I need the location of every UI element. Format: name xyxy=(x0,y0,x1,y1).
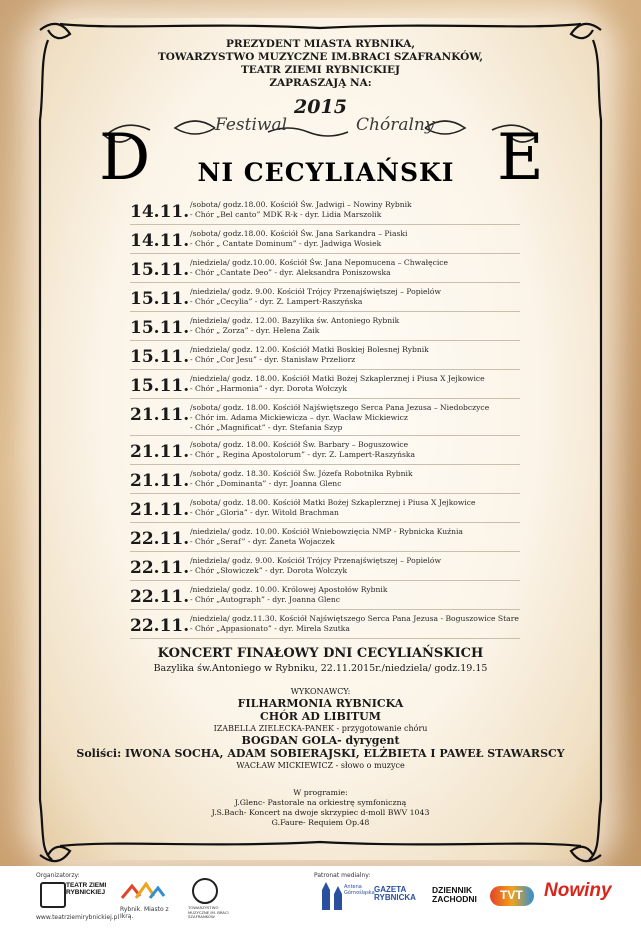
concert-date: 15.11. xyxy=(130,347,190,367)
performer-choir: CHÓR AD LIBITUM xyxy=(260,710,381,723)
concert-detail-line: - Chór im. Adama Mickiewicza – dyr. Wacław Mickiewicz xyxy=(190,413,408,422)
concert-row xyxy=(130,552,520,581)
program-item-1: J.Glenc- Pastorale na orkiestrę symfoniczną xyxy=(234,798,407,807)
title-initial-d: D xyxy=(99,121,151,195)
concert-details xyxy=(190,401,489,433)
concert-date: 15.11. xyxy=(130,289,190,309)
concert-row xyxy=(130,465,520,494)
concert-detail-line: - Chór „Gloria” - dyr. Witold Brachman xyxy=(190,508,339,517)
concert-detail-line: - Chór „Cantate Deo” - dyr. Aleksandra Poniszowska xyxy=(190,268,391,277)
concert-detail-line: - Chór „Dominanta” - dyr. Joanna Glenc xyxy=(190,479,342,488)
program-label: W programie: xyxy=(293,788,348,797)
concert-list xyxy=(130,196,520,639)
concert-detail-line: - Chór „Magnificat” - dyr. Stefania Szyp xyxy=(190,423,343,432)
concert-details xyxy=(190,554,441,576)
theatre-mask-icon xyxy=(40,882,66,908)
towarzystwo-logo-text: TOWARZYSTWO MUZYCZNE IM. BRACI SZAFRANKÓW xyxy=(188,905,229,919)
concert-detail-line: /sobota/ godz. 18.00. Kościół Matki Bożej Szkaplerznej i Piusa X Jejkowice xyxy=(190,498,476,507)
concert-date: 22.11. xyxy=(130,529,190,549)
concert-detail-line: /niedziela/ godz. 12.00. Kościół Matki Boskiej Bolesnej Rybnik xyxy=(190,345,429,354)
tvt-logo-text: TVT xyxy=(500,888,523,902)
concert-row xyxy=(130,341,520,370)
concert-row xyxy=(130,523,520,552)
concert-detail-line: - Chór „ Regina Apostolorum” - dyr. Z. Lampert-Raszyńska xyxy=(190,450,416,459)
concert-detail-line: /niedziela/ godz. 10.00. Królowej Apostołów Rybnik xyxy=(190,585,388,594)
concert-date: 22.11. xyxy=(130,558,190,578)
concert-row xyxy=(130,610,520,639)
dziennik-zachodni-logo: DZIENNIK ZACHODNI xyxy=(432,885,477,904)
concert-row xyxy=(130,283,520,312)
concert-row xyxy=(130,436,520,465)
concert-detail-line: /niedziela/ godz.10.00. Kościół Św. Jana Nepomucena – Chwałęcice xyxy=(190,258,449,267)
concert-date: 22.11. xyxy=(130,587,190,607)
title-middle: NI CECYLIAŃSKI xyxy=(197,158,455,187)
concert-details xyxy=(190,612,519,634)
concert-row xyxy=(130,581,520,610)
nowiny-logo: Nowiny xyxy=(544,880,612,901)
concert-details xyxy=(190,525,463,547)
concert-row xyxy=(130,196,520,225)
concert-row xyxy=(130,370,520,399)
program-item-3: G.Faure- Requiem Op.48 xyxy=(271,818,370,827)
concert-details xyxy=(190,343,429,365)
concert-date: 15.11. xyxy=(130,376,190,396)
finale-title: KONCERT FINAŁOWY DNI CECYLIAŃSKICH xyxy=(157,646,484,661)
header-line-1: PREZYDENT MIASTA RYBNIKA, xyxy=(225,38,416,50)
concert-detail-line: /niedziela/ godz. 9.00. Kościół Trójcy Przenajświętszej – Popielów xyxy=(190,287,441,296)
concert-date: 14.11. xyxy=(130,202,190,222)
antenna-logo xyxy=(318,880,375,922)
concert-details xyxy=(190,314,399,336)
rybnik-wave-icon xyxy=(120,880,166,902)
performer-conductor: BOGDAN GOLA- dyrygent xyxy=(241,734,400,747)
concert-details xyxy=(190,227,407,249)
performer-orchestra: FILHARMONIA RYBNICKA xyxy=(237,697,404,710)
concert-date: 14.11. xyxy=(130,231,190,251)
concert-detail-line: /sobota/ godz. 18.00. Kościół Św. Barbary – Boguszowice xyxy=(190,440,409,449)
concert-details xyxy=(190,467,413,489)
concert-detail-line: /niedziela/ godz. 10.00. Kościół Wniebowzięcia NMP - Rybnicka Kuźnia xyxy=(190,527,463,536)
concert-detail-line: - Chór „Seraf” - dyr. Żaneta Wojaczek xyxy=(190,537,335,546)
festival-word: Festiwal xyxy=(215,115,288,135)
concert-detail-line: - Chór „Słowiczek” - dyr. Dorota Wołczyk xyxy=(190,566,348,575)
concert-date: 21.11. xyxy=(130,500,190,520)
concert-detail-line: /niedziela/ godz. 18.00. Kościół Matki Bożej Szkaplerznej i Piusa X Jejkowice xyxy=(190,374,485,383)
organizers-label: Organizatorzy: xyxy=(36,872,80,879)
concert-date: 21.11. xyxy=(130,471,190,491)
concert-details xyxy=(190,198,412,220)
concert-date: 21.11. xyxy=(130,442,190,462)
concert-detail-line: /sobota/ godz. 18.00. Kościół Najświętszego Serca Pana Jezusa – Niedobczyce xyxy=(190,403,490,412)
concert-detail-line: /sobota/ godz. 18.30. Kościół Św. Józefa Robotnika Rybnik xyxy=(190,469,413,478)
concert-detail-line: /niedziela/ godz.11.30. Kościół Najświętszego Serca Pana Jezusa - Boguszowice Stare xyxy=(190,614,519,623)
concert-date: 15.11. xyxy=(130,260,190,280)
performer-narrator: WACŁAW MICKIEWICZ - słowo o muzyce xyxy=(236,761,405,770)
finale-subtitle: Bazylika św.Antoniego w Rybniku, 22.11.2015r./niedziela/ godz.19.15 xyxy=(153,663,488,674)
festival-year: 2015 xyxy=(294,96,347,118)
teatr-logo xyxy=(40,880,110,910)
antenna-logo-text: Antena Górnośląska xyxy=(344,884,375,896)
concert-details xyxy=(190,583,387,605)
choral-word: Chóralny xyxy=(356,115,435,135)
concert-detail-line: - Chór „ Cantate Dominum” - dyr. Jadwiga Wosiek xyxy=(190,239,382,248)
concert-date: 15.11. xyxy=(130,318,190,338)
rybnik-logo-text: Rybnik. Miasto z Ikrą. xyxy=(120,906,169,920)
rybnik-logo xyxy=(120,880,180,920)
concert-row xyxy=(130,225,520,254)
performers-label: WYKONAWCY: xyxy=(290,687,351,696)
concert-date: 22.11. xyxy=(130,616,190,636)
concert-detail-line: - Chór „Cecylia” - dyr. Z. Lampert-Raszyńska xyxy=(190,297,363,306)
concert-details xyxy=(190,438,415,460)
concert-detail-line: /niedziela/ godz. 12.00. Bazylika św. Antoniego Rybnik xyxy=(190,316,400,325)
header-line-4: ZAPRASZAJĄ NA: xyxy=(269,77,372,89)
performer-soloists: Soliści: IWONA SOCHA, ADAM SOBIERAJSKI, ELŻBIETA I PAWEŁ STAWARSCY xyxy=(76,747,565,760)
towarzystwo-emblem-icon xyxy=(192,878,218,904)
header-line-2: TOWARZYSTWO MUZYCZNE IM.BRACI SZAFRANKÓW, xyxy=(157,51,484,63)
performers-block xyxy=(0,686,641,771)
concert-detail-line: - Chór „Autograph” - dyr. Joanna Glenc xyxy=(190,595,341,604)
towarzystwo-logo xyxy=(188,878,238,920)
concert-details xyxy=(190,496,476,518)
concert-detail-line: - Chór „Harmonia” - dyr. Dorota Wołczyk xyxy=(190,384,348,393)
teatr-url: www.teatrziemirybnickiej.pl xyxy=(36,914,120,921)
concert-detail-line: - Chór „Bel canto” MDK R-k - dyr. Lidia Marszolik xyxy=(190,210,382,219)
concert-detail-line: - Chór „Cor Jesu” - dyr. Stanisław Przeliorz xyxy=(190,355,356,364)
concert-detail-line: /niedziela/ godz. 9.00. Kościół Trójcy Przenajświętszej – Popielów xyxy=(190,556,441,565)
concert-row xyxy=(130,494,520,523)
concert-details xyxy=(190,285,441,307)
gazeta-rybnicka-logo: GAZETA RYBNICKA xyxy=(374,885,416,902)
concert-detail-line: - Chór „ Zorza” - dyr. Helena Zaik xyxy=(190,326,320,335)
program-item-2: J.S.Bach- Koncert na dwoje skrzypiec d-moll BWV 1043 xyxy=(211,808,430,817)
concert-detail-line: - Chór „Appasionato” - dyr. Mirela Szutka xyxy=(190,624,350,633)
header-line-3: TEATR ZIEMI RYBNICKIEJ xyxy=(240,64,400,76)
concert-date: 21.11. xyxy=(130,405,190,425)
concert-row xyxy=(130,399,520,436)
concert-row xyxy=(130,254,520,283)
tvt-logo xyxy=(490,882,536,912)
teatr-logo-text: TEATR ZIEMI RYBNICKIEJ xyxy=(66,882,107,896)
concert-detail-line: /sobota/ godz.18.00. Kościół Św. Jana Sarkandra – Piaski xyxy=(190,229,408,238)
media-patrons-label: Patronat medialny: xyxy=(314,872,371,879)
footer-sponsors xyxy=(0,866,641,929)
concert-details xyxy=(190,256,448,278)
title-final-e: E xyxy=(497,121,544,195)
concert-details xyxy=(190,372,485,394)
performer-choir-master: IZABELLA ZIELECKA-PANEK - przygotowanie chóru xyxy=(213,724,428,733)
program-block xyxy=(0,788,641,828)
concert-detail-line: /sobota/ godz.18.00. Kościół Św. Jadwigi – Nowiny Rybnik xyxy=(190,200,412,209)
header-block xyxy=(0,38,641,90)
concert-row xyxy=(130,312,520,341)
